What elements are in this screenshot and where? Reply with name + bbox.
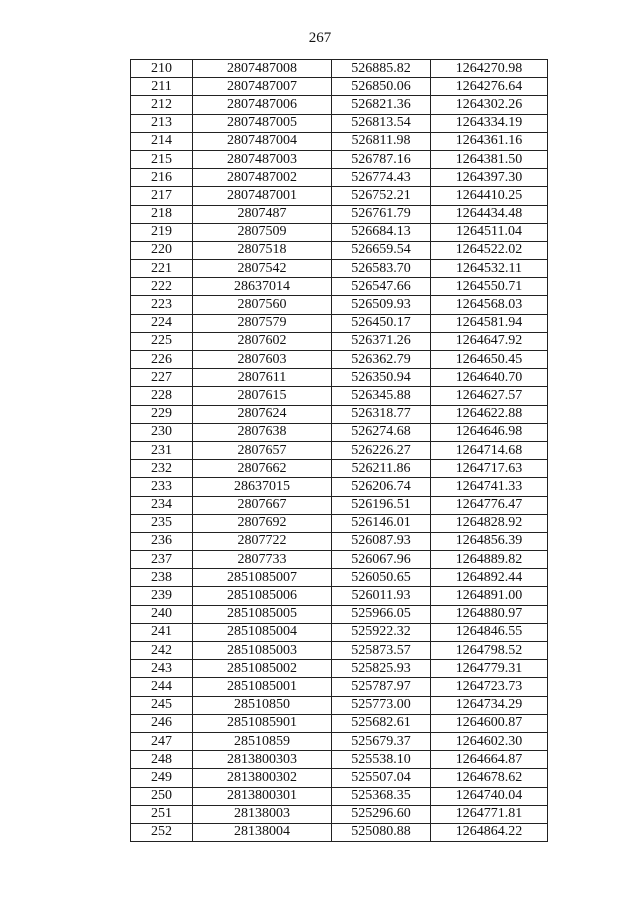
table-row xyxy=(131,423,548,441)
row-index-cell: 241 xyxy=(131,623,193,641)
y-coordinate-cell: 1264678.62 xyxy=(431,769,548,787)
point-id-cell: 2807624 xyxy=(193,405,332,423)
table-row xyxy=(131,823,548,841)
row-index-cell: 238 xyxy=(131,569,193,587)
row-index-cell: 226 xyxy=(131,351,193,369)
y-coordinate-cell: 1264532.11 xyxy=(431,260,548,278)
x-coordinate-cell: 526811.98 xyxy=(332,132,431,150)
point-id-cell: 2813800301 xyxy=(193,787,332,805)
y-coordinate-cell: 1264568.03 xyxy=(431,296,548,314)
y-coordinate-cell: 1264434.48 xyxy=(431,205,548,223)
row-index-cell: 234 xyxy=(131,496,193,514)
x-coordinate-cell: 526206.74 xyxy=(332,478,431,496)
x-coordinate-cell: 526274.68 xyxy=(332,423,431,441)
row-index-cell: 243 xyxy=(131,660,193,678)
point-id-cell: 2807662 xyxy=(193,460,332,478)
point-id-cell: 2807487002 xyxy=(193,169,332,187)
point-id-cell: 2807603 xyxy=(193,351,332,369)
point-id-cell: 28637015 xyxy=(193,478,332,496)
row-index-cell: 225 xyxy=(131,332,193,350)
row-index-cell: 248 xyxy=(131,751,193,769)
point-id-cell: 2807602 xyxy=(193,332,332,350)
y-coordinate-cell: 1264361.16 xyxy=(431,132,548,150)
row-index-cell: 250 xyxy=(131,787,193,805)
point-id-cell: 28510850 xyxy=(193,696,332,714)
table-row xyxy=(131,405,548,423)
point-id-cell: 2851085001 xyxy=(193,678,332,696)
point-id-cell: 2851085003 xyxy=(193,642,332,660)
y-coordinate-cell: 1264334.19 xyxy=(431,114,548,132)
x-coordinate-cell: 525296.60 xyxy=(332,805,431,823)
row-index-cell: 237 xyxy=(131,551,193,569)
y-coordinate-cell: 1264828.92 xyxy=(431,514,548,532)
point-id-cell: 28637014 xyxy=(193,278,332,296)
point-id-cell: 2807509 xyxy=(193,223,332,241)
table-row xyxy=(131,587,548,605)
y-coordinate-cell: 1264723.73 xyxy=(431,678,548,696)
x-coordinate-cell: 526850.06 xyxy=(332,78,431,96)
x-coordinate-cell: 526146.01 xyxy=(332,514,431,532)
point-id-cell: 2807560 xyxy=(193,296,332,314)
table-row xyxy=(131,387,548,405)
point-id-cell: 2851085006 xyxy=(193,587,332,605)
row-index-cell: 239 xyxy=(131,587,193,605)
x-coordinate-cell: 526659.54 xyxy=(332,241,431,259)
table-row xyxy=(131,351,548,369)
table-body xyxy=(131,60,548,842)
y-coordinate-cell: 1264856.39 xyxy=(431,532,548,550)
table-row xyxy=(131,278,548,296)
x-coordinate-cell: 526752.21 xyxy=(332,187,431,205)
y-coordinate-cell: 1264864.22 xyxy=(431,823,548,841)
row-index-cell: 224 xyxy=(131,314,193,332)
x-coordinate-cell: 526050.65 xyxy=(332,569,431,587)
x-coordinate-cell: 525773.00 xyxy=(332,696,431,714)
table-row xyxy=(131,169,548,187)
x-coordinate-cell: 525368.35 xyxy=(332,787,431,805)
y-coordinate-cell: 1264717.63 xyxy=(431,460,548,478)
y-coordinate-cell: 1264381.50 xyxy=(431,150,548,168)
y-coordinate-cell: 1264646.98 xyxy=(431,423,548,441)
x-coordinate-cell: 525682.61 xyxy=(332,714,431,732)
row-index-cell: 228 xyxy=(131,387,193,405)
table-row xyxy=(131,569,548,587)
row-index-cell: 212 xyxy=(131,96,193,114)
y-coordinate-cell: 1264410.25 xyxy=(431,187,548,205)
x-coordinate-cell: 525507.04 xyxy=(332,769,431,787)
row-index-cell: 232 xyxy=(131,460,193,478)
y-coordinate-cell: 1264776.47 xyxy=(431,496,548,514)
y-coordinate-cell: 1264891.00 xyxy=(431,587,548,605)
x-coordinate-cell: 526011.93 xyxy=(332,587,431,605)
x-coordinate-cell: 526547.66 xyxy=(332,278,431,296)
point-id-cell: 2813800303 xyxy=(193,751,332,769)
point-id-cell: 2807611 xyxy=(193,369,332,387)
table-row xyxy=(131,696,548,714)
point-id-cell: 2807487006 xyxy=(193,96,332,114)
x-coordinate-cell: 526371.26 xyxy=(332,332,431,350)
y-coordinate-cell: 1264771.81 xyxy=(431,805,548,823)
table-row xyxy=(131,205,548,223)
coordinates-table xyxy=(130,59,548,842)
table-row xyxy=(131,642,548,660)
table-row xyxy=(131,223,548,241)
table-row xyxy=(131,732,548,750)
row-index-cell: 246 xyxy=(131,714,193,732)
table-row xyxy=(131,78,548,96)
x-coordinate-cell: 526583.70 xyxy=(332,260,431,278)
row-index-cell: 220 xyxy=(131,241,193,259)
table-row xyxy=(131,496,548,514)
y-coordinate-cell: 1264627.57 xyxy=(431,387,548,405)
row-index-cell: 230 xyxy=(131,423,193,441)
row-index-cell: 223 xyxy=(131,296,193,314)
row-index-cell: 236 xyxy=(131,532,193,550)
row-index-cell: 219 xyxy=(131,223,193,241)
table-row xyxy=(131,441,548,459)
point-id-cell: 28510859 xyxy=(193,732,332,750)
x-coordinate-cell: 526196.51 xyxy=(332,496,431,514)
table-row xyxy=(131,532,548,550)
row-index-cell: 251 xyxy=(131,805,193,823)
row-index-cell: 244 xyxy=(131,678,193,696)
y-coordinate-cell: 1264889.82 xyxy=(431,551,548,569)
table-row xyxy=(131,514,548,532)
y-coordinate-cell: 1264581.94 xyxy=(431,314,548,332)
row-index-cell: 247 xyxy=(131,732,193,750)
y-coordinate-cell: 1264397.30 xyxy=(431,169,548,187)
x-coordinate-cell: 526761.79 xyxy=(332,205,431,223)
point-id-cell: 2807733 xyxy=(193,551,332,569)
x-coordinate-cell: 526087.93 xyxy=(332,532,431,550)
row-index-cell: 245 xyxy=(131,696,193,714)
y-coordinate-cell: 1264734.29 xyxy=(431,696,548,714)
y-coordinate-cell: 1264550.71 xyxy=(431,278,548,296)
x-coordinate-cell: 525080.88 xyxy=(332,823,431,841)
y-coordinate-cell: 1264741.33 xyxy=(431,478,548,496)
table-row xyxy=(131,369,548,387)
table-row xyxy=(131,769,548,787)
table-row xyxy=(131,460,548,478)
point-id-cell: 2807487005 xyxy=(193,114,332,132)
point-id-cell: 2807579 xyxy=(193,314,332,332)
row-index-cell: 216 xyxy=(131,169,193,187)
y-coordinate-cell: 1264714.68 xyxy=(431,441,548,459)
table-row xyxy=(131,114,548,132)
point-id-cell: 2807487004 xyxy=(193,132,332,150)
point-id-cell: 2807657 xyxy=(193,441,332,459)
y-coordinate-cell: 1264640.70 xyxy=(431,369,548,387)
y-coordinate-cell: 1264650.45 xyxy=(431,351,548,369)
row-index-cell: 249 xyxy=(131,769,193,787)
y-coordinate-cell: 1264276.64 xyxy=(431,78,548,96)
row-index-cell: 214 xyxy=(131,132,193,150)
x-coordinate-cell: 525922.32 xyxy=(332,623,431,641)
row-index-cell: 252 xyxy=(131,823,193,841)
table-row xyxy=(131,314,548,332)
row-index-cell: 231 xyxy=(131,441,193,459)
table-row xyxy=(131,187,548,205)
point-id-cell: 2807487007 xyxy=(193,78,332,96)
y-coordinate-cell: 1264798.52 xyxy=(431,642,548,660)
point-id-cell: 2851085002 xyxy=(193,660,332,678)
row-index-cell: 210 xyxy=(131,60,193,78)
x-coordinate-cell: 526885.82 xyxy=(332,60,431,78)
row-index-cell: 235 xyxy=(131,514,193,532)
y-coordinate-cell: 1264846.55 xyxy=(431,623,548,641)
table-row xyxy=(131,332,548,350)
point-id-cell: 2807692 xyxy=(193,514,332,532)
y-coordinate-cell: 1264302.26 xyxy=(431,96,548,114)
y-coordinate-cell: 1264622.88 xyxy=(431,405,548,423)
table-row xyxy=(131,751,548,769)
table-row xyxy=(131,551,548,569)
x-coordinate-cell: 526226.27 xyxy=(332,441,431,459)
y-coordinate-cell: 1264602.30 xyxy=(431,732,548,750)
y-coordinate-cell: 1264779.31 xyxy=(431,660,548,678)
table-row xyxy=(131,660,548,678)
x-coordinate-cell: 526787.16 xyxy=(332,150,431,168)
row-index-cell: 221 xyxy=(131,260,193,278)
table-row xyxy=(131,805,548,823)
point-id-cell: 2807487 xyxy=(193,205,332,223)
row-index-cell: 213 xyxy=(131,114,193,132)
x-coordinate-cell: 525825.93 xyxy=(332,660,431,678)
table-row xyxy=(131,478,548,496)
row-index-cell: 229 xyxy=(131,405,193,423)
x-coordinate-cell: 526774.43 xyxy=(332,169,431,187)
x-coordinate-cell: 526345.88 xyxy=(332,387,431,405)
x-coordinate-cell: 526813.54 xyxy=(332,114,431,132)
point-id-cell: 2807722 xyxy=(193,532,332,550)
x-coordinate-cell: 526211.86 xyxy=(332,460,431,478)
point-id-cell: 2807487001 xyxy=(193,187,332,205)
table-row xyxy=(131,787,548,805)
point-id-cell: 2851085005 xyxy=(193,605,332,623)
table-row xyxy=(131,260,548,278)
row-index-cell: 233 xyxy=(131,478,193,496)
y-coordinate-cell: 1264511.04 xyxy=(431,223,548,241)
x-coordinate-cell: 526067.96 xyxy=(332,551,431,569)
row-index-cell: 227 xyxy=(131,369,193,387)
point-id-cell: 28138004 xyxy=(193,823,332,841)
table-row xyxy=(131,132,548,150)
x-coordinate-cell: 526509.93 xyxy=(332,296,431,314)
y-coordinate-cell: 1264600.87 xyxy=(431,714,548,732)
point-id-cell: 28138003 xyxy=(193,805,332,823)
table-row xyxy=(131,623,548,641)
table-row xyxy=(131,605,548,623)
y-coordinate-cell: 1264522.02 xyxy=(431,241,548,259)
table-row xyxy=(131,60,548,78)
point-id-cell: 2807487003 xyxy=(193,150,332,168)
table-row xyxy=(131,678,548,696)
y-coordinate-cell: 1264892.44 xyxy=(431,569,548,587)
point-id-cell: 2813800302 xyxy=(193,769,332,787)
y-coordinate-cell: 1264664.87 xyxy=(431,751,548,769)
point-id-cell: 2851085007 xyxy=(193,569,332,587)
point-id-cell: 2807615 xyxy=(193,387,332,405)
table-row xyxy=(131,96,548,114)
x-coordinate-cell: 525873.57 xyxy=(332,642,431,660)
point-id-cell: 2807667 xyxy=(193,496,332,514)
x-coordinate-cell: 525679.37 xyxy=(332,732,431,750)
y-coordinate-cell: 1264270.98 xyxy=(431,60,548,78)
point-id-cell: 2807638 xyxy=(193,423,332,441)
point-id-cell: 2807487008 xyxy=(193,60,332,78)
point-id-cell: 2807518 xyxy=(193,241,332,259)
x-coordinate-cell: 525538.10 xyxy=(332,751,431,769)
row-index-cell: 211 xyxy=(131,78,193,96)
row-index-cell: 217 xyxy=(131,187,193,205)
x-coordinate-cell: 526318.77 xyxy=(332,405,431,423)
row-index-cell: 242 xyxy=(131,642,193,660)
x-coordinate-cell: 525787.97 xyxy=(332,678,431,696)
table-row xyxy=(131,714,548,732)
y-coordinate-cell: 1264647.92 xyxy=(431,332,548,350)
table-row xyxy=(131,150,548,168)
y-coordinate-cell: 1264740.04 xyxy=(431,787,548,805)
point-id-cell: 2851085901 xyxy=(193,714,332,732)
x-coordinate-cell: 526350.94 xyxy=(332,369,431,387)
point-id-cell: 2807542 xyxy=(193,260,332,278)
table-row xyxy=(131,241,548,259)
y-coordinate-cell: 1264880.97 xyxy=(431,605,548,623)
x-coordinate-cell: 526450.17 xyxy=(332,314,431,332)
row-index-cell: 218 xyxy=(131,205,193,223)
page-number: 267 xyxy=(308,30,332,46)
x-coordinate-cell: 525966.05 xyxy=(332,605,431,623)
table-row xyxy=(131,296,548,314)
row-index-cell: 215 xyxy=(131,150,193,168)
x-coordinate-cell: 526362.79 xyxy=(332,351,431,369)
point-id-cell: 2851085004 xyxy=(193,623,332,641)
row-index-cell: 222 xyxy=(131,278,193,296)
x-coordinate-cell: 526821.36 xyxy=(332,96,431,114)
x-coordinate-cell: 526684.13 xyxy=(332,223,431,241)
row-index-cell: 240 xyxy=(131,605,193,623)
